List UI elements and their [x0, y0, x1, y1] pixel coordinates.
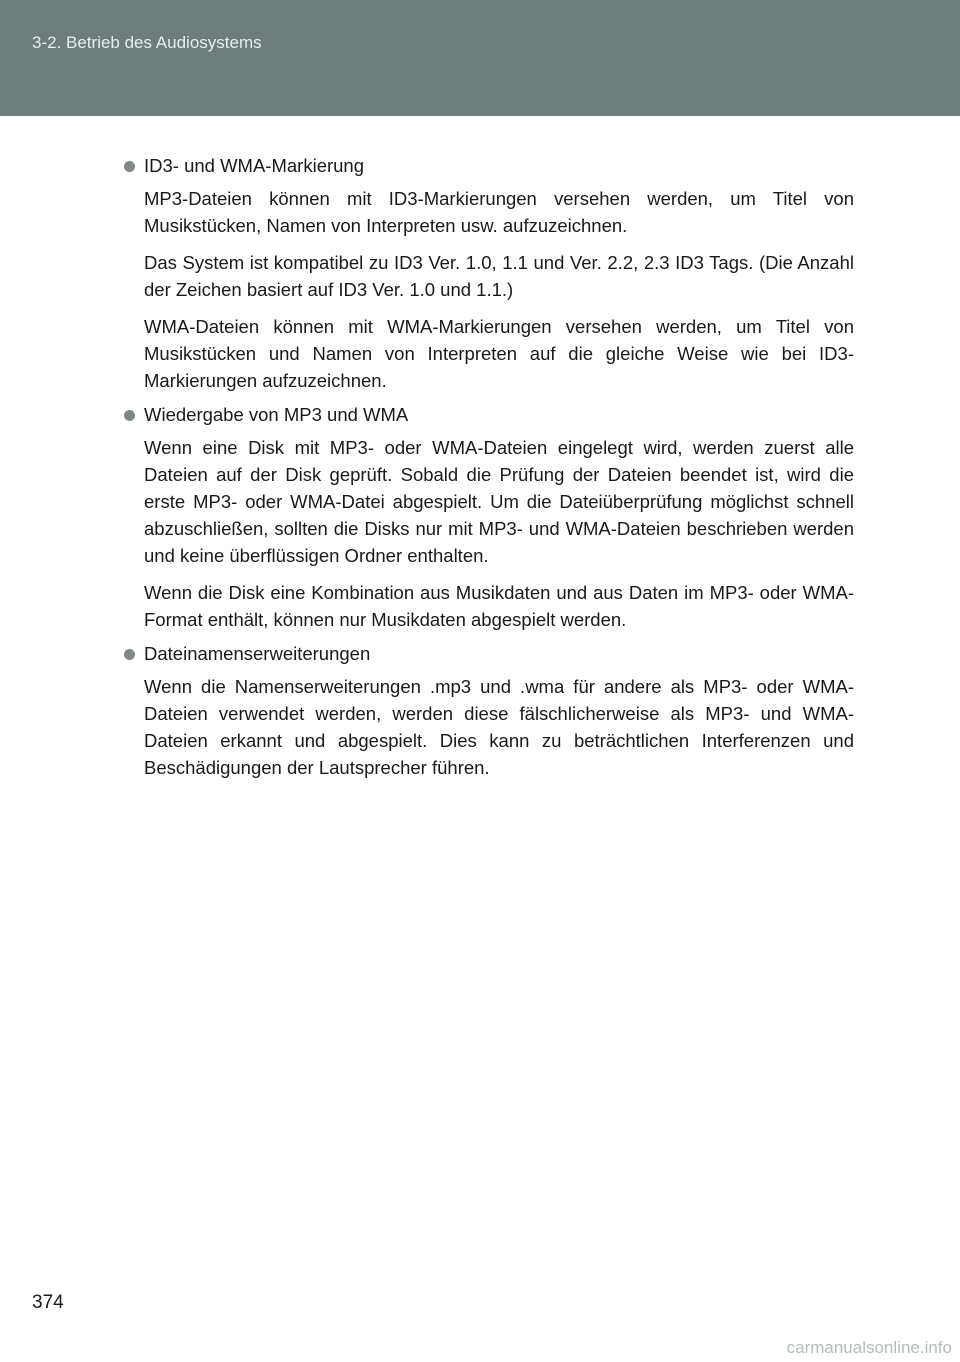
bullet-icon	[124, 161, 135, 172]
paragraph: Wenn eine Disk mit MP3- oder WMA-Dateien eingelegt wird, werden zuerst alle Dateien auf der Disk geprüft. Sobald die Prüfung der Dateien beendet ist, wird die erste MP3- oder WMA-Datei abgespielt. Um die Dateiüberprüfung möglichst schnell abzuschließen, sollten die Disks nur mit MP3- und WMA-Dateien beschrieben werden und keine überflüssigen Ordner enthalten.	[144, 437, 854, 566]
section-heading-id3-wma	[144, 153, 854, 179]
section-heading-text: Dateinamenserweiterungen	[144, 643, 371, 664]
paragraph: Wenn die Namenserweiterungen .mp3 und .wma für andere als MP3- oder WMA-Dateien verwendet werden, werden diese fälschlicherweise als MP3- und WMA-Dateien erkannt und abgespielt. Dies kann zu beträchtlichen Interferenzen und Beschädigungen der Lautsprecher führen.	[144, 676, 854, 778]
page-number: 374	[32, 1292, 64, 1313]
chapter-title: 3-2. Betrieb des Audiosystems	[32, 33, 262, 52]
page-content	[124, 153, 854, 789]
paragraph: WMA-Dateien können mit WMA-Markierungen versehen werden, um Titel von Musikstücken und Namen von Interpreten auf die gleiche Weise wie bei ID3-Markierungen aufzuzeichnen.	[144, 316, 854, 391]
section-heading-text: ID3- und WMA-Markierung	[144, 155, 365, 176]
bullet-icon	[124, 649, 135, 660]
paragraph: Das System ist kompatibel zu ID3 Ver. 1.0, 1.1 und Ver. 2.2, 2.3 ID3 Tags. (Die Anzahl der Zeichen basiert auf ID3 Ver. 1.0 und 1.1.)	[144, 252, 854, 300]
section-heading-file-extensions	[144, 641, 854, 667]
section-heading-mp3-wma-playback	[144, 402, 854, 428]
header-band	[0, 0, 960, 116]
paragraph: Wenn die Disk eine Kombination aus Musikdaten und aus Daten im MP3- oder WMA-Format enthält, können nur Musikdaten abgespielt werden.	[144, 582, 854, 630]
paragraph: MP3-Dateien können mit ID3-Markierungen versehen werden, um Titel von Musikstücken, Namen von Interpreten usw. aufzuzeichnen.	[144, 188, 854, 236]
bullet-icon	[124, 410, 135, 421]
section-heading-text: Wiedergabe von MP3 und WMA	[144, 404, 409, 425]
watermark: carmanualsonline.info	[786, 1338, 952, 1357]
